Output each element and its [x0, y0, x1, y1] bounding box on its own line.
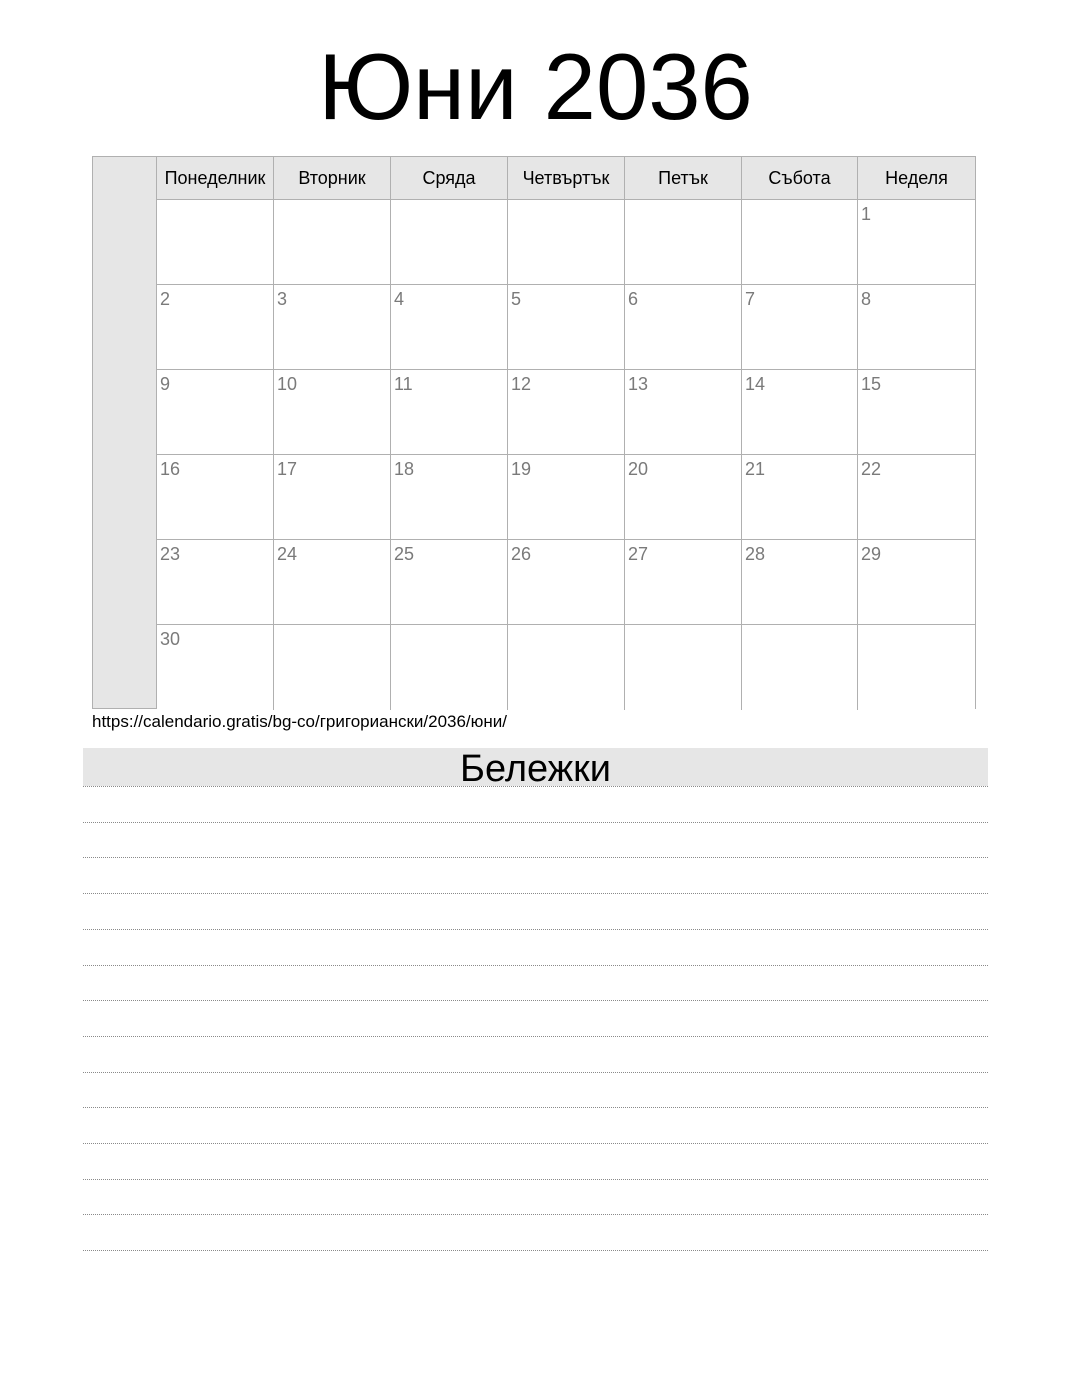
day-number: 25 — [394, 544, 415, 564]
day-cell — [274, 625, 391, 710]
weekday-header: Четвъртък — [508, 157, 625, 200]
note-line — [83, 1250, 988, 1251]
note-line — [83, 1036, 988, 1037]
day-cell — [274, 285, 391, 370]
day-number: 19 — [511, 459, 532, 479]
day-cell — [742, 285, 858, 370]
calendar-grid — [157, 157, 975, 708]
note-line — [83, 822, 988, 823]
day-number: 13 — [628, 374, 649, 394]
day-number: 6 — [628, 289, 639, 309]
day-cell — [274, 455, 391, 540]
day-number: 2 — [160, 289, 171, 309]
note-line — [83, 1107, 988, 1108]
day-cell — [157, 285, 274, 370]
day-number: 26 — [511, 544, 532, 564]
day-cell — [391, 455, 508, 540]
day-number: 14 — [745, 374, 766, 394]
day-cell — [274, 370, 391, 455]
day-cell — [157, 625, 274, 710]
day-cell — [858, 200, 975, 285]
note-line — [83, 857, 988, 858]
day-cell — [625, 200, 742, 285]
source-url[interactable]: https://calendario.gratis/bg-co/григориански/2036/юни/ — [92, 712, 508, 731]
day-cell — [742, 625, 858, 710]
day-number: 9 — [160, 374, 171, 394]
day-cell — [157, 455, 274, 540]
weekday-header: Вторник — [274, 157, 391, 200]
day-number: 29 — [861, 544, 882, 564]
day-cell — [625, 370, 742, 455]
week-number-column — [93, 157, 157, 708]
note-line — [83, 965, 988, 966]
weekday-header: Събота — [742, 157, 858, 200]
day-cell — [858, 455, 975, 540]
day-number: 3 — [277, 289, 288, 309]
day-number: 17 — [277, 459, 298, 479]
day-cell — [391, 625, 508, 710]
day-number: 21 — [745, 459, 766, 479]
day-cell — [508, 200, 625, 285]
day-cell — [742, 200, 858, 285]
note-line — [83, 929, 988, 930]
weekday-header: Понеделник — [157, 157, 274, 200]
day-number: 5 — [511, 289, 522, 309]
day-number: 7 — [745, 289, 756, 309]
day-cell — [157, 370, 274, 455]
day-cell — [858, 540, 975, 625]
day-number: 15 — [861, 374, 882, 394]
day-cell — [508, 285, 625, 370]
day-cell — [508, 625, 625, 710]
calendar-table — [92, 156, 976, 709]
day-cell — [625, 625, 742, 710]
day-cell — [508, 540, 625, 625]
day-cell — [391, 540, 508, 625]
note-line — [83, 1214, 988, 1215]
day-number: 11 — [394, 374, 413, 394]
note-line — [83, 1179, 988, 1180]
day-cell — [625, 285, 742, 370]
day-number: 12 — [511, 374, 532, 394]
day-number: 24 — [277, 544, 298, 564]
day-cell — [157, 540, 274, 625]
weekday-header: Сряда — [391, 157, 508, 200]
day-number: 4 — [394, 289, 405, 309]
day-cell — [391, 370, 508, 455]
day-number: 30 — [160, 629, 181, 649]
day-cell — [742, 455, 858, 540]
day-cell — [274, 540, 391, 625]
day-cell — [625, 455, 742, 540]
day-number: 27 — [628, 544, 649, 564]
day-cell — [391, 285, 508, 370]
day-cell — [858, 285, 975, 370]
day-cell — [157, 200, 274, 285]
note-line — [83, 786, 988, 787]
day-cell — [625, 540, 742, 625]
day-number: 10 — [277, 374, 298, 394]
day-cell — [508, 455, 625, 540]
weekday-header: Петък — [625, 157, 742, 200]
day-cell — [858, 625, 975, 710]
note-line — [83, 1143, 988, 1144]
day-number: 16 — [160, 459, 181, 479]
day-cell — [274, 200, 391, 285]
day-number: 8 — [861, 289, 872, 309]
day-number: 23 — [160, 544, 181, 564]
day-cell — [742, 370, 858, 455]
day-cell — [391, 200, 508, 285]
day-number: 28 — [745, 544, 766, 564]
notes-heading: Бележки — [83, 748, 988, 786]
note-line — [83, 1000, 988, 1001]
note-line — [83, 1072, 988, 1073]
day-number: 20 — [628, 459, 649, 479]
day-cell — [858, 370, 975, 455]
day-number: 22 — [861, 459, 882, 479]
day-cell — [742, 540, 858, 625]
day-cell — [508, 370, 625, 455]
day-number: 18 — [394, 459, 415, 479]
note-line — [83, 893, 988, 894]
day-number: 1 — [861, 204, 872, 224]
weekday-header: Неделя — [858, 157, 975, 200]
page-title: Юни 2036 — [318, 34, 753, 139]
